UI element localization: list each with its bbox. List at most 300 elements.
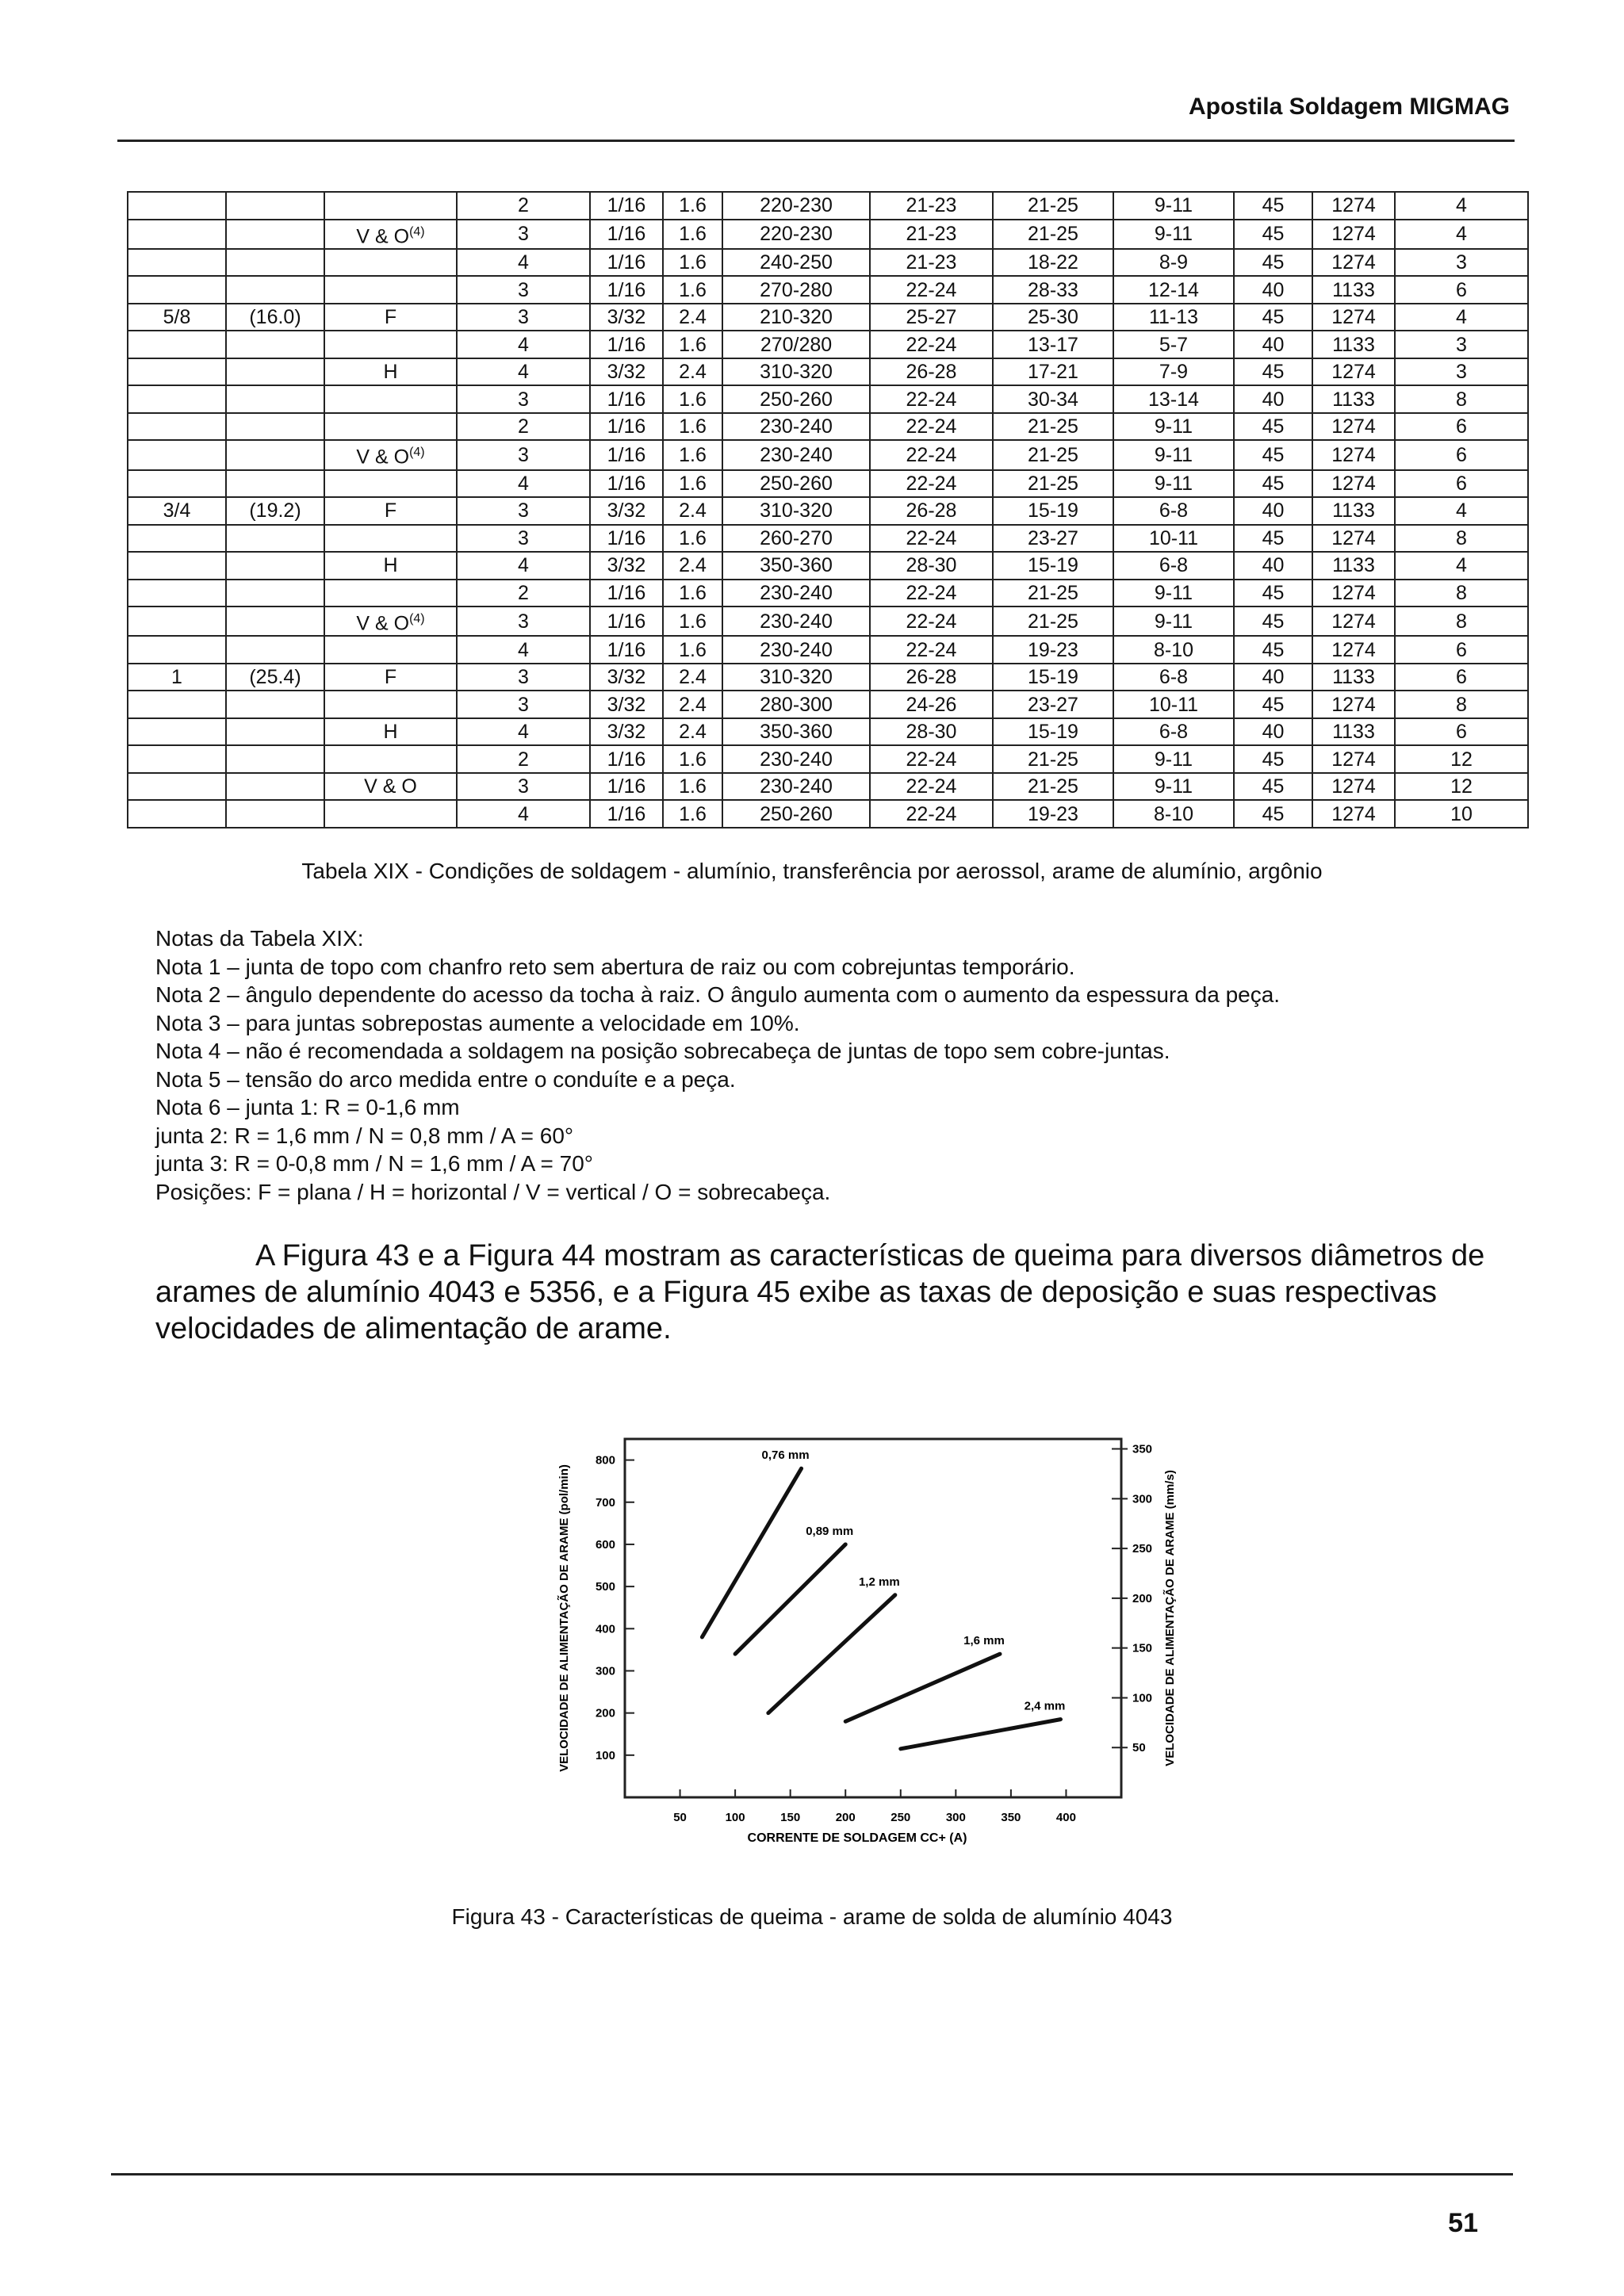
table-cell: 45 <box>1234 773 1312 801</box>
table-cell: 5/8 <box>128 304 226 331</box>
table-cell: 2.4 <box>663 664 722 691</box>
table-cell: 21-23 <box>870 249 993 277</box>
table-cell: 310-320 <box>722 497 870 525</box>
table-cell: 6-8 <box>1113 664 1234 691</box>
table-cell: F <box>324 497 457 525</box>
table-row <box>128 800 1528 828</box>
y-tick-label: 500 <box>595 1580 615 1594</box>
table-cell: 6-8 <box>1113 718 1234 746</box>
table-cell: 220-230 <box>722 220 870 249</box>
table-cell <box>226 607 324 636</box>
table-cell: 6-8 <box>1113 552 1234 580</box>
table-cell: 1274 <box>1312 440 1395 469</box>
table-cell: 3/32 <box>590 497 663 525</box>
table-row <box>128 497 1528 525</box>
table-row <box>128 607 1528 636</box>
table-cell <box>226 745 324 773</box>
table-cell: 1/16 <box>590 745 663 773</box>
note-line: junta 2: R = 1,6 mm / N = 0,8 mm / A = 60° <box>155 1123 574 1148</box>
welding-conditions-table <box>127 191 1529 828</box>
table-cell: 21-25 <box>993 440 1113 469</box>
table-cell: 280-300 <box>722 691 870 718</box>
table-cell: 45 <box>1234 607 1312 636</box>
table-cell: 3/32 <box>590 304 663 331</box>
table-cell <box>324 691 457 718</box>
table-cell: 9-11 <box>1113 440 1234 469</box>
y-tick-label: 800 <box>595 1453 615 1468</box>
table-cell <box>226 636 324 664</box>
x-tick-label: 350 <box>1001 1811 1021 1824</box>
table-row <box>128 249 1528 277</box>
table-cell <box>128 525 226 553</box>
table-cell: 1274 <box>1312 691 1395 718</box>
table-cell: 8 <box>1395 607 1528 636</box>
table-cell: 22-24 <box>870 745 993 773</box>
table-cell: H <box>324 718 457 746</box>
table-cell: 3 <box>1395 331 1528 358</box>
table-cell <box>128 220 226 249</box>
y-tick-label: 300 <box>595 1664 615 1678</box>
table-cell: 4 <box>1395 552 1528 580</box>
table-cell: 1133 <box>1312 385 1395 413</box>
body-paragraph <box>155 1238 1503 1347</box>
table-cell: 4 <box>457 470 590 498</box>
table-cell: 3 <box>457 607 590 636</box>
table-cell: 26-28 <box>870 664 993 691</box>
table-cell: 17-21 <box>993 358 1113 386</box>
table-cell: 1/16 <box>590 276 663 304</box>
table-cell <box>226 691 324 718</box>
table-cell: 10-11 <box>1113 691 1234 718</box>
table-row <box>128 470 1528 498</box>
table-cell: 3 <box>457 385 590 413</box>
table-cell: 4 <box>1395 192 1528 220</box>
y2-tick-label: 200 <box>1132 1591 1153 1605</box>
table-cell: 310-320 <box>722 664 870 691</box>
table-cell <box>128 249 226 277</box>
table-cell: 7-9 <box>1113 358 1234 386</box>
table-cell <box>324 249 457 277</box>
table-cell: 1.6 <box>663 440 722 469</box>
table-cell <box>128 800 226 828</box>
table-cell: F <box>324 304 457 331</box>
table-cell: 6 <box>1395 718 1528 746</box>
series-line-3 <box>768 1595 895 1713</box>
table-cell: 3/4 <box>128 497 226 525</box>
table-cell: 3 <box>457 525 590 553</box>
series-label: 2,4 mm <box>1024 1699 1066 1713</box>
table-cell: 4 <box>457 331 590 358</box>
table-cell: 12 <box>1395 745 1528 773</box>
y2-tick-label: 250 <box>1132 1542 1153 1556</box>
series-label: 0,76 mm <box>761 1448 810 1463</box>
table-cell: 22-24 <box>870 440 993 469</box>
table-cell: 1133 <box>1312 718 1395 746</box>
table-row <box>128 664 1528 691</box>
table-cell: 1.6 <box>663 470 722 498</box>
table-cell: 350-360 <box>722 718 870 746</box>
note-line: Nota 4 – não é recomendada a soldagem na posição sobrecabeça de juntas de topo sem cobre-juntas. <box>155 1039 1170 1063</box>
table-cell: 2.4 <box>663 552 722 580</box>
table-cell: 28-30 <box>870 552 993 580</box>
table-cell: 260-270 <box>722 525 870 553</box>
table-cell: 40 <box>1234 552 1312 580</box>
table-cell <box>324 385 457 413</box>
table-cell: 1/16 <box>590 192 663 220</box>
table-cell <box>324 413 457 441</box>
table-cell <box>128 607 226 636</box>
table-cell: 15-19 <box>993 718 1113 746</box>
note-line: Nota 1 – junta de topo com chanfro reto sem abertura de raiz ou com cobrejuntas temporário. <box>155 954 1075 979</box>
table-cell: 3 <box>1395 249 1528 277</box>
table-cell: 1/16 <box>590 636 663 664</box>
table-cell: V & $O^{(4)}$ <box>324 220 457 249</box>
page-number: 51 <box>1448 2208 1478 2238</box>
table-cell: 12 <box>1395 773 1528 801</box>
table-cell: 45 <box>1234 580 1312 607</box>
table-cell: 9-11 <box>1113 773 1234 801</box>
table-row <box>128 276 1528 304</box>
table-cell: 9-11 <box>1113 413 1234 441</box>
table-cell: 19-23 <box>993 636 1113 664</box>
table-cell <box>226 331 324 358</box>
table-cell: 3/32 <box>590 718 663 746</box>
y-tick-label: 200 <box>595 1706 615 1720</box>
table-cell <box>226 440 324 469</box>
table-cell: 40 <box>1234 664 1312 691</box>
table-cell: 310-320 <box>722 358 870 386</box>
x-tick-label: 250 <box>891 1811 911 1824</box>
table-cell: 15-19 <box>993 552 1113 580</box>
table-caption: Tabela XIX - Condições de soldagem - alumínio, transferência por aerossol, arame de alumínio, argônio <box>301 859 1323 883</box>
table-cell: 21-23 <box>870 192 993 220</box>
table-cell: 230-240 <box>722 636 870 664</box>
table-cell: 4 <box>1395 304 1528 331</box>
table-cell: 45 <box>1234 440 1312 469</box>
table-cell <box>226 413 324 441</box>
table-cell: F <box>324 664 457 691</box>
table-cell: 1/16 <box>590 413 663 441</box>
table-cell: 21-25 <box>993 745 1113 773</box>
x-tick-label: 100 <box>725 1811 745 1824</box>
table-cell: 3 <box>457 497 590 525</box>
table-cell: 1/16 <box>590 470 663 498</box>
table-cell <box>324 745 457 773</box>
y2-tick-label: 300 <box>1132 1492 1153 1506</box>
series-label: 1,2 mm <box>858 1575 900 1589</box>
table-cell <box>128 580 226 607</box>
table-cell: 1/16 <box>590 773 663 801</box>
table-cell: 3 <box>457 276 590 304</box>
table-cell: 6 <box>1395 470 1528 498</box>
table-cell: 19-23 <box>993 800 1113 828</box>
table-cell <box>226 718 324 746</box>
table-cell: 9-11 <box>1113 745 1234 773</box>
table-cell: 8 <box>1395 691 1528 718</box>
table-cell: 30-34 <box>993 385 1113 413</box>
table-cell: 12-14 <box>1113 276 1234 304</box>
table-cell: 1274 <box>1312 413 1395 441</box>
table-cell: H <box>324 552 457 580</box>
table-row <box>128 636 1528 664</box>
table-cell <box>128 413 226 441</box>
table-cell: 22-24 <box>870 773 993 801</box>
table-cell: 350-360 <box>722 552 870 580</box>
table-cell: 4 <box>457 249 590 277</box>
table-cell: H <box>324 358 457 386</box>
table-cell: 45 <box>1234 636 1312 664</box>
table-cell: 45 <box>1234 249 1312 277</box>
table-cell: 5-7 <box>1113 331 1234 358</box>
table-cell: 6 <box>1395 636 1528 664</box>
table-cell <box>128 718 226 746</box>
table-cell: 22-24 <box>870 331 993 358</box>
table-cell: 40 <box>1234 276 1312 304</box>
y-tick-label: 600 <box>595 1537 615 1552</box>
table-cell: 9-11 <box>1113 470 1234 498</box>
table-cell: 6 <box>1395 664 1528 691</box>
table-cell: 45 <box>1234 470 1312 498</box>
table-cell: 45 <box>1234 800 1312 828</box>
table-cell: 3/32 <box>590 664 663 691</box>
table-cell: 1274 <box>1312 800 1395 828</box>
table-cell: 1.6 <box>663 192 722 220</box>
table-cell <box>128 470 226 498</box>
table-cell: 21-25 <box>993 580 1113 607</box>
table-cell: 28-30 <box>870 718 993 746</box>
table-cell: 1/16 <box>590 331 663 358</box>
table-cell: 25-30 <box>993 304 1113 331</box>
table-cell: 4 <box>457 718 590 746</box>
table-cell: 1.6 <box>663 385 722 413</box>
table-cell: 1.6 <box>663 800 722 828</box>
table-cell: 1274 <box>1312 358 1395 386</box>
table-notes <box>155 924 1280 1206</box>
table-cell <box>226 358 324 386</box>
table-cell: 3/32 <box>590 552 663 580</box>
table-cell: 1/16 <box>590 385 663 413</box>
table-cell: 3/32 <box>590 691 663 718</box>
table-cell: 1.6 <box>663 276 722 304</box>
series-line-4 <box>845 1654 1000 1721</box>
table-cell: 28-33 <box>993 276 1113 304</box>
table-cell: 13-17 <box>993 331 1113 358</box>
table-cell: 3 <box>457 440 590 469</box>
paragraph-line: arames de alumínio 4043 e 5356, e a Figura 45 exibe as taxas de deposição e suas respectivas <box>155 1276 1438 1309</box>
table-cell: 1274 <box>1312 220 1395 249</box>
table-cell <box>226 470 324 498</box>
table-cell: 230-240 <box>722 607 870 636</box>
table-cell: 6-8 <box>1113 497 1234 525</box>
y-tick-label: 700 <box>595 1495 615 1510</box>
table-cell <box>226 525 324 553</box>
table-cell: 45 <box>1234 358 1312 386</box>
table-cell: 10-11 <box>1113 525 1234 553</box>
table-cell: 250-260 <box>722 470 870 498</box>
footer-rule <box>111 2173 1513 2175</box>
table-cell: 1274 <box>1312 773 1395 801</box>
table-row <box>128 718 1528 746</box>
table-cell: 270-280 <box>722 276 870 304</box>
burn-off-chart <box>539 1415 1177 1859</box>
table-cell: 1274 <box>1312 249 1395 277</box>
table-row <box>128 358 1528 386</box>
table-cell <box>128 440 226 469</box>
table-row <box>128 385 1528 413</box>
table-cell <box>128 276 226 304</box>
table-cell: 1133 <box>1312 497 1395 525</box>
table-cell: 6 <box>1395 413 1528 441</box>
table-cell: 25-27 <box>870 304 993 331</box>
table-cell: 1/16 <box>590 800 663 828</box>
table-cell: 9-11 <box>1113 580 1234 607</box>
y2-tick-label: 350 <box>1132 1442 1153 1456</box>
table-cell: 21-25 <box>993 773 1113 801</box>
header-title: Apostila Soldagem MIGMAG <box>1188 94 1510 120</box>
table-cell: 45 <box>1234 745 1312 773</box>
table-cell <box>128 691 226 718</box>
table-row <box>128 525 1528 553</box>
table-row <box>128 192 1528 220</box>
table-cell: 1.6 <box>663 745 722 773</box>
note-line: Nota 5 – tensão do arco medida entre o conduíte e a peça. <box>155 1066 736 1092</box>
table-row <box>128 440 1528 469</box>
series-label: 0,89 mm <box>806 1524 854 1538</box>
table-cell: V & O <box>324 773 457 801</box>
table-cell: 230-240 <box>722 440 870 469</box>
table-cell: 4 <box>1395 220 1528 249</box>
note-line: Notas da Tabela XIX: <box>155 926 364 951</box>
table-cell: 1/16 <box>590 249 663 277</box>
table-cell: (19.2) <box>226 497 324 525</box>
table-cell <box>226 800 324 828</box>
table-cell <box>128 773 226 801</box>
table-cell: 2.4 <box>663 358 722 386</box>
table-cell: 2 <box>457 192 590 220</box>
table-cell: 2 <box>457 745 590 773</box>
x-axis-label: CORRENTE DE SOLDAGEM CC+ (A) <box>747 1831 967 1845</box>
table-row <box>128 745 1528 773</box>
paragraph-line: velocidades de alimentação de arame. <box>155 1312 672 1345</box>
table-cell: 1.6 <box>663 220 722 249</box>
note-line: Nota 3 – para juntas sobrepostas aumente a velocidade em 10%. <box>155 1010 800 1035</box>
table-cell <box>324 192 457 220</box>
table-cell: 18-22 <box>993 249 1113 277</box>
table-cell <box>128 745 226 773</box>
table-cell: 8-10 <box>1113 636 1234 664</box>
table-cell: 2.4 <box>663 718 722 746</box>
table-cell: 2 <box>457 413 590 441</box>
table-cell: 22-24 <box>870 525 993 553</box>
table-cell: 220-230 <box>722 192 870 220</box>
table-cell: 6 <box>1395 276 1528 304</box>
table-cell: 21-25 <box>993 192 1113 220</box>
table-row <box>128 331 1528 358</box>
table-cell: 45 <box>1234 525 1312 553</box>
table-cell: 1.6 <box>663 249 722 277</box>
table-cell: 22-24 <box>870 385 993 413</box>
table-cell: 1/16 <box>590 525 663 553</box>
table-cell: 230-240 <box>722 773 870 801</box>
table-cell: 2.4 <box>663 691 722 718</box>
table-cell <box>128 552 226 580</box>
table-cell: 8 <box>1395 385 1528 413</box>
table-cell: 8 <box>1395 525 1528 553</box>
x-tick-label: 50 <box>673 1811 687 1824</box>
y2-tick-label: 100 <box>1132 1691 1153 1705</box>
table-cell: 45 <box>1234 220 1312 249</box>
table-cell: 1.6 <box>663 525 722 553</box>
table-cell: 1133 <box>1312 331 1395 358</box>
table-cell: 4 <box>457 358 590 386</box>
table-cell: 4 <box>457 636 590 664</box>
table-cell: 230-240 <box>722 580 870 607</box>
table-cell: 10 <box>1395 800 1528 828</box>
y2-tick-label: 150 <box>1132 1641 1153 1655</box>
figure-caption: Figura 43 - Características de queima - arame de solda de alumínio 4043 <box>451 1904 1173 1929</box>
table-cell: 8 <box>1395 580 1528 607</box>
series-label: 1,6 mm <box>963 1634 1005 1648</box>
table-cell: V & $O^{(4)}$ <box>324 607 457 636</box>
table-cell: 1274 <box>1312 636 1395 664</box>
table-cell: 40 <box>1234 331 1312 358</box>
table-cell: 8-9 <box>1113 249 1234 277</box>
table-cell: 21-25 <box>993 413 1113 441</box>
table-cell: 1274 <box>1312 745 1395 773</box>
table-cell: 45 <box>1234 691 1312 718</box>
table-cell: 3 <box>1395 358 1528 386</box>
x-tick-label: 300 <box>945 1811 966 1824</box>
table-cell: 45 <box>1234 413 1312 441</box>
table-cell <box>324 525 457 553</box>
table-cell: 24-26 <box>870 691 993 718</box>
table-cell: 15-19 <box>993 497 1113 525</box>
table-row <box>128 304 1528 331</box>
paragraph-line: A Figura 43 e a Figura 44 mostram as características de queima para diversos diâmetros de <box>255 1239 1485 1272</box>
table-cell: 45 <box>1234 304 1312 331</box>
table-cell: 250-260 <box>722 800 870 828</box>
table-cell: 1274 <box>1312 580 1395 607</box>
table-cell <box>324 470 457 498</box>
table-cell: 21-25 <box>993 220 1113 249</box>
table-cell <box>324 800 457 828</box>
table-cell: 3 <box>457 691 590 718</box>
note-line: Nota 6 – junta 1: R = 0-1,6 mm <box>155 1095 460 1119</box>
table-row <box>128 413 1528 441</box>
table-cell: 23-27 <box>993 525 1113 553</box>
table-cell <box>226 249 324 277</box>
table-cell: 230-240 <box>722 745 870 773</box>
table-row <box>128 552 1528 580</box>
table-cell: 1274 <box>1312 525 1395 553</box>
table-cell: 1.6 <box>663 580 722 607</box>
table-cell: 26-28 <box>870 497 993 525</box>
table-cell: 1.6 <box>663 331 722 358</box>
table-cell: 22-24 <box>870 800 993 828</box>
table-cell: 1274 <box>1312 607 1395 636</box>
table-cell: 15-19 <box>993 664 1113 691</box>
table-cell: 1/16 <box>590 220 663 249</box>
note-line: junta 3: R = 0-0,8 mm / N = 1,6 mm / A = 70° <box>155 1151 594 1176</box>
x-tick-label: 400 <box>1055 1811 1076 1824</box>
table-cell: 2 <box>457 580 590 607</box>
table-cell <box>128 636 226 664</box>
table-cell <box>226 192 324 220</box>
table-cell: 250-260 <box>722 385 870 413</box>
note-line: Nota 2 – ângulo dependente do acesso da tocha à raiz. O ângulo aumenta com o aumento da espessura da peça. <box>155 982 1281 1007</box>
table-cell <box>226 276 324 304</box>
table-cell: 40 <box>1234 385 1312 413</box>
